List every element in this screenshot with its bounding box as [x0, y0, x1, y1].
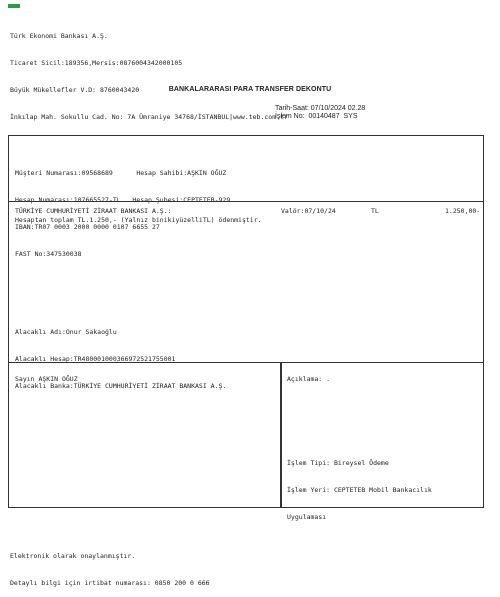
tax-office: Büyük Mükellefler V.D: 8760043420	[10, 86, 140, 94]
transaction-number: İşlem No: 00140487 SYS	[275, 113, 358, 120]
valor-date: Valör:07/10/24	[281, 207, 336, 215]
transaction-datetime: Tarih-Saat: 07/10/2024 02.28	[275, 105, 366, 112]
footer	[10, 534, 210, 597]
transaction-type: İşlem Tipi: Bireysel Ödeme	[287, 459, 389, 467]
customer-number-owner: Müşteri Numarası:09568689 Hesap Sahibi:AŞKIN OĞUZ	[15, 169, 227, 177]
amount: 1.250,00-	[445, 207, 481, 215]
receiver-name: Alacaklı Adı:Onur Sakaoğlu	[15, 328, 117, 336]
payment-description: Hesaptan toplam TL.1.250,- (Yalnız binikiyüzelliTL) ödenmiştir.	[15, 216, 262, 224]
bank-address: İnkılap Mah. Sokullu Cad. No: 7A Ümraniye 34768/İSTANBUL|www.teb.com.tr	[10, 113, 288, 121]
currency: TL	[371, 207, 379, 215]
bank-header	[10, 14, 490, 131]
e-approval-note: Elektronik olarak onaylanmıştır.	[10, 552, 136, 560]
transaction-info-panel	[281, 362, 484, 521]
transaction-description: Açıklama: .	[287, 375, 331, 383]
recipient-panel	[8, 362, 281, 508]
receiver-bank: Alacaklı Banka:TÜRKİYE CUMHURİYETİ ZİRAAT BANKASI A.Ş.	[15, 382, 227, 390]
iban: IBAN:TR07 0003 2000 0000 0107 6655 27	[15, 223, 160, 231]
teb-logo-mark	[8, 4, 20, 8]
document-title: BANKALARARASI PARA TRANSFER DEKONTU	[168, 86, 332, 93]
receiver-bank-top: TÜRKİYE CUMHURİYETİ ZİRAAT BANKASI A.Ş.:	[15, 207, 172, 215]
bank-name: Türk Ekonomi Bankası A.Ş.	[10, 32, 108, 40]
fast-number: FAST No:347530038	[15, 250, 82, 258]
salutation: Sayın AŞKIN OĞUZ	[15, 375, 78, 383]
receiver-account: Alacaklı Hesap:TR480001000366972521755001	[15, 355, 176, 363]
account-number-branch: Hesap Numarası:107665527-TL Hesap Şubesi:CEPTETEB-929	[15, 196, 231, 204]
transaction-meta	[275, 105, 365, 121]
contact-info: Detaylı bilgi için irtibat numarası: 0850 200 0 666	[10, 579, 210, 587]
transaction-channel: İşlem Yeri: CEPTETEB Mobil Bankacılık	[287, 486, 432, 494]
transaction-channel-cont: Uygulaması	[287, 513, 327, 521]
trade-registry: Ticaret Sicil:189356,Mersis:0876004342000105	[10, 59, 183, 67]
